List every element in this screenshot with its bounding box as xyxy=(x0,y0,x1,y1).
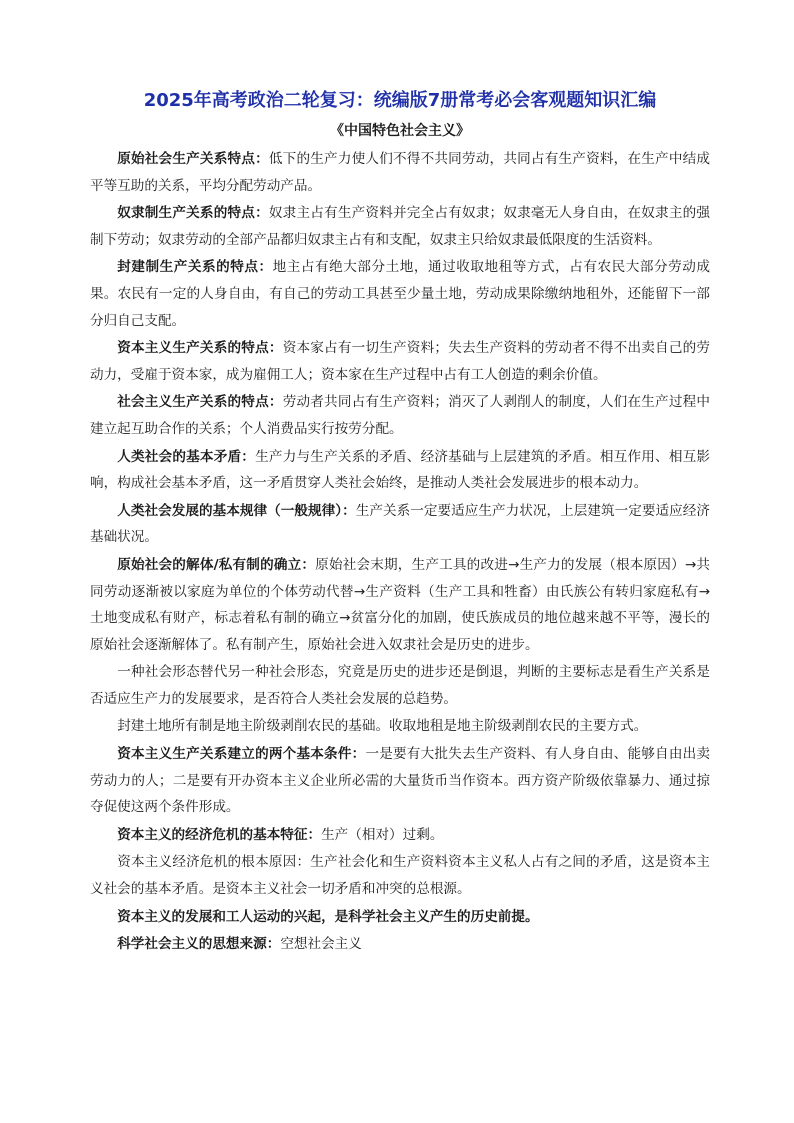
paragraph-term: 人类社会发展的基本规律（一般规律）： xyxy=(117,502,356,519)
paragraph-text: 生产（相对）过剩。 xyxy=(321,826,444,843)
document-page xyxy=(90,86,710,959)
document-title: 2025年高考政治二轮复习：统编版7册常考必会客观题知识汇编 xyxy=(143,90,657,111)
paragraph xyxy=(90,335,710,388)
paragraph xyxy=(90,741,710,821)
paragraph-term: 原始社会的解体/私有制的确立： xyxy=(117,556,316,573)
paragraph-text: 生产关系一定要适应生产力状况，上层建筑一定要适应经济基础状况。 xyxy=(90,502,711,546)
paragraph-text: 资本家占有一切生产资料；失去生产资料的劳动者不得不出卖自己的劳动力，受雇于资本家，成为雇佣工人；资本家在生产过程中占有工人创造的剩余价值。 xyxy=(90,340,711,383)
paragraph xyxy=(90,904,710,931)
paragraph-text: 地主占有绝大部分土地，通过收取地租等方式，占有农民大部分劳动成果。农民有一定的人身自由，有自己的劳动工具甚至少量土地，劳动成果除缴纳地租外，还能留下一部分归自己支配。 xyxy=(90,259,711,329)
paragraph xyxy=(90,849,710,902)
paragraph-text: 一是要有大批失去生产资料、有人身自由、能够自由出卖劳动力的人；二是要有开办资本主义企业所必需的大量货币当作资本。西方资产阶级依靠暴力、通过掠夺促使这两个条件形成。 xyxy=(90,746,711,816)
paragraph-term: 奴隶制生产关系的特点： xyxy=(117,205,269,222)
paragraph-text: 劳动者共同占有生产资料；消灭了人剥削人的制度，人们在生产过程中建立起互助合作的关系；个人消费品实行按劳分配。 xyxy=(90,394,711,437)
paragraph-term: 原始社会生产关系特点： xyxy=(117,151,269,167)
paragraph xyxy=(90,200,710,253)
paragraph xyxy=(90,146,710,199)
paragraph-term: 资本主义的发展和工人运动的兴起，是科学社会主义产生的历史前提。 xyxy=(117,908,539,925)
paragraph-text: 一种社会形态替代另一种社会形态，究竟是历史的进步还是倒退，判断的主要标志是看生产关系是否适应生产力的发展要求，是否符合人类社会发展的总趋势。 xyxy=(90,664,710,707)
paragraph xyxy=(90,713,710,740)
paragraph xyxy=(90,498,710,551)
paragraph-text: 原始社会末期，生产工具的改进→生产力的发展（根本原因）→共同劳动逐渐被以家庭为单位的个体劳动代替→生产资料（生产工具和牲畜）由氏族公有转归家庭私有→土地变成私有财产，标志着私有制的确立→贫富分化的加剧，使氏族成员的地位越来越不平等，漫长的原始社会逐渐解体了。私有制产生，原始社会进入奴隶社会是历史的进步。 xyxy=(90,556,711,653)
paragraph-text: 资本主义经济危机的根本原因：生产社会化和生产资料资本主义私人占有之间的矛盾，这是资本主义社会的基本矛盾。是资本主义社会一切矛盾和冲突的总根源。 xyxy=(90,854,710,898)
paragraph-text: 生产力与生产关系的矛盾、经济基础与上层建筑的矛盾。相互作用、相互影响，构成社会基本矛盾，这一矛盾贯穿人类社会始终，是推动人类社会发展进步的根本动力。 xyxy=(90,448,711,492)
paragraph-term: 资本主义生产关系建立的两个基本条件： xyxy=(117,746,366,763)
paragraph xyxy=(90,659,710,712)
paragraph-term: 科学社会主义的思想来源： xyxy=(117,936,281,953)
paragraph xyxy=(90,552,710,658)
paragraph xyxy=(90,444,710,497)
paragraph-term: 资本主义生产关系的特点： xyxy=(117,340,283,357)
paragraph-text: 奴隶主占有生产资料并完全占有奴隶；奴隶毫无人身自由，在奴隶主的强制下劳动；奴隶劳动的全部产品都归奴隶主占有和支配，奴隶主只给奴隶最低限度的生活资料。 xyxy=(90,205,711,248)
paragraph-term: 人类社会的基本矛盾： xyxy=(117,448,256,465)
paragraph xyxy=(90,822,710,849)
paragraph-text: 封建土地所有制是地主阶级剥削农民的基础。收取地租是地主阶级剥削农民的主要方式。 xyxy=(117,718,648,735)
paragraph xyxy=(90,389,710,442)
paragraph-term: 封建制生产关系的特点： xyxy=(117,259,273,276)
paragraph-text: 低下的生产力使人们不得不共同劳动，共同占有生产资料，在生产中结成平等互助的关系，平均分配劳动产品。 xyxy=(90,151,711,194)
paragraph-term: 社会主义生产关系的特点： xyxy=(117,394,283,411)
paragraph-term: 资本主义的经济危机的基本特征： xyxy=(117,826,322,843)
paragraph xyxy=(90,931,710,958)
paragraph-text: 空想社会主义 xyxy=(280,936,362,953)
paragraph xyxy=(90,254,710,334)
section-subtitle: 《中国特色社会主义》 xyxy=(330,123,470,139)
